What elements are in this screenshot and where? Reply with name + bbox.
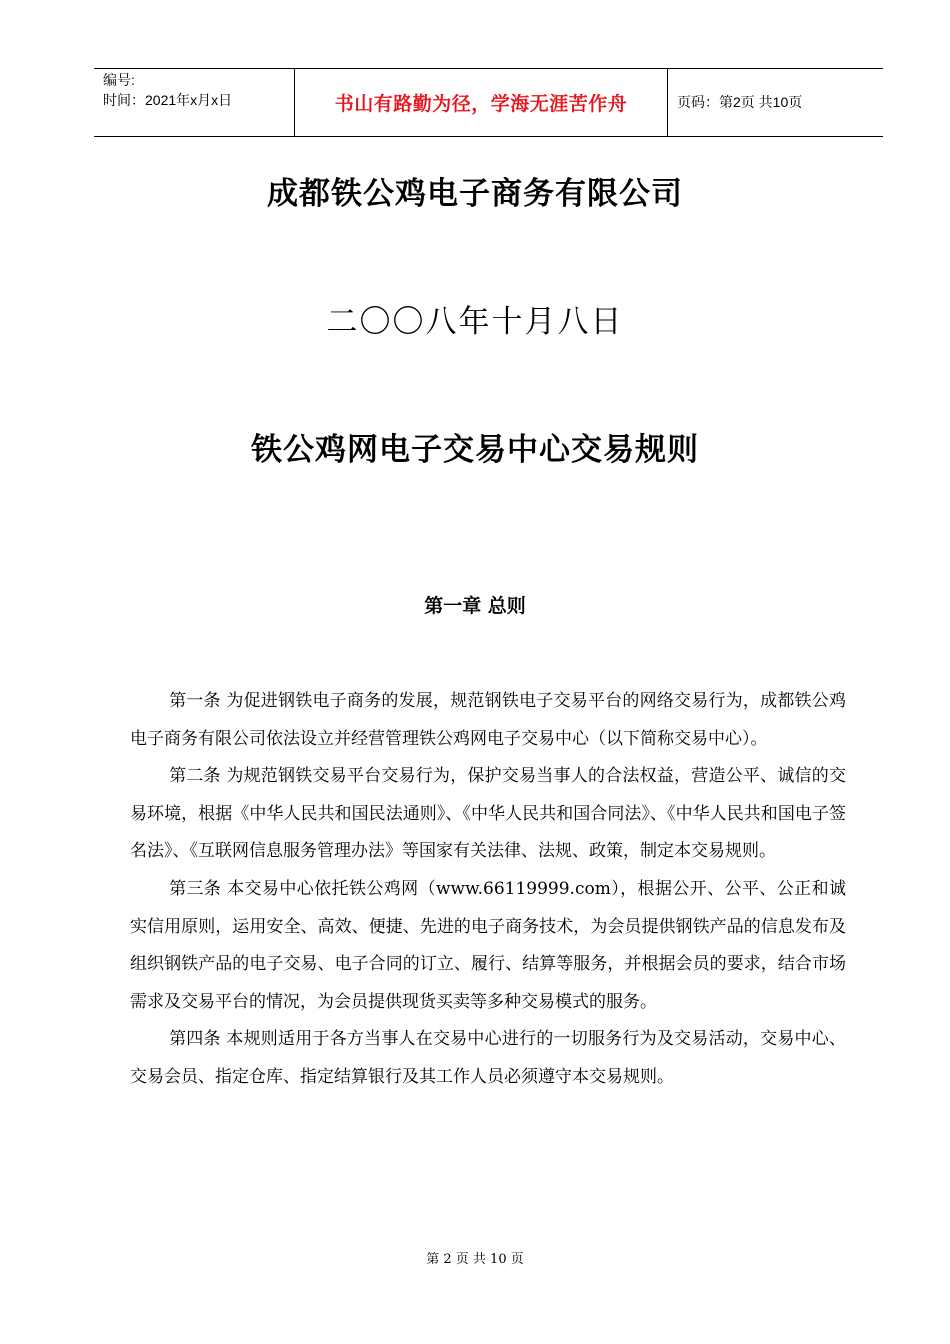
chapter-heading: 第一章 总则 — [424, 595, 526, 617]
page-footer: 第 2 页 共 10 页 — [426, 1252, 524, 1267]
body-text — [130, 683, 846, 1097]
article-1: 第一条 为促进钢铁电子商务的发展，规范钢铁电子交易平台的网络交易行为，成都铁公鸡电子商务有限公司依法设立并经营管理铁公鸡网电子交易中心（以下简称交易中心）。 — [130, 691, 846, 749]
header-divider-right — [667, 68, 668, 136]
header-bottom-rule — [94, 136, 883, 137]
article-3: 第三条 本交易中心依托铁公鸡网（www.66119999.com），根据公开、公平、公正和诚实信用原则，运用安全、高效、便捷、先进的电子商务技术，为会员提供钢铁产品的信息发布及组织钢铁产品的电子交易、电子合同的订立、履行、结算等服务，并根据会员的要求，结合市场需求及交易平台的情况，为会员提供现货买卖等多种交易模式的服务。 — [130, 878, 846, 1012]
header-time: 时间：2021年x月x日 — [103, 92, 233, 108]
company-name: 成都铁公鸡电子商务有限公司 — [267, 176, 683, 212]
document-date: 二〇〇八年十月八日 — [326, 304, 624, 340]
header-motto: 书山有路勤为径，学海无涯苦作舟 — [334, 93, 628, 115]
article-4: 第四条 本规则适用于各方当事人在交易中心进行的一切服务行为及交易活动，交易中心、交易会员、指定仓库、指定结算银行及其工作人员必须遵守本交易规则。 — [130, 1029, 846, 1087]
document-title: 铁公鸡网电子交易中心交易规则 — [251, 432, 699, 468]
header-meta — [103, 70, 232, 110]
header-page-number: 页码：第2页 共10页 — [677, 94, 803, 110]
header-number: 编号: — [103, 72, 135, 88]
article-2: 第二条 为规范钢铁交易平台交易行为，保护交易当事人的合法权益，营造公平、诚信的交易环境，根据《中华人民共和国民法通则》、《中华人民共和国合同法》、《中华人民共和国电子签名法》、《互联网信息服务管理办法》等国家有关法律、法规、政策，制定本交易规则。 — [130, 766, 846, 862]
header-top-rule — [94, 68, 883, 69]
